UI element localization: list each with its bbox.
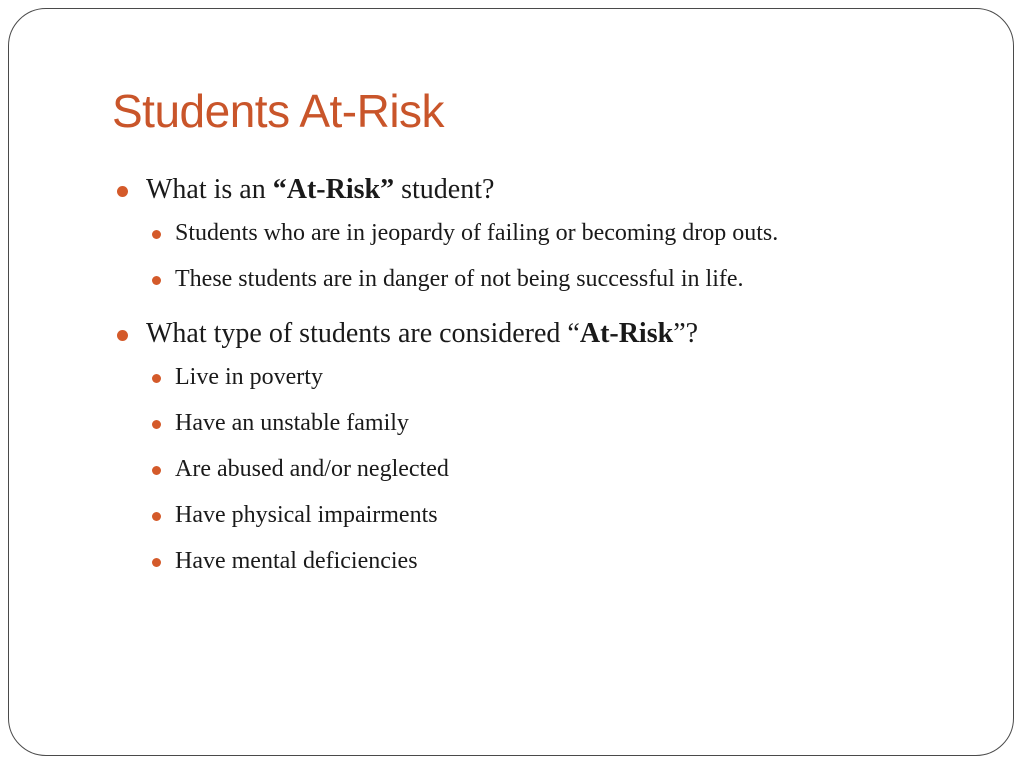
sub-bullet-item — [112, 262, 992, 296]
sub-bullet-icon — [152, 374, 161, 383]
bullet-text-suffix: student? — [394, 174, 495, 205]
sub-bullet-item — [112, 216, 992, 250]
sub-bullet-icon — [152, 512, 161, 521]
slide-body — [112, 170, 992, 578]
sub-bullet-text: Have an unstable family — [175, 410, 409, 436]
sub-bullet-item — [112, 452, 992, 486]
sub-bullet-text: These students are in danger of not being successful in life. — [175, 266, 744, 292]
sub-bullet-item — [112, 544, 992, 578]
bullet-text-prefix: What type of students are considered “ — [146, 318, 580, 349]
bullet-icon — [117, 330, 128, 341]
sub-bullet-text: Are abused and/or neglected — [175, 456, 449, 482]
sub-bullet-text: Live in poverty — [175, 364, 323, 390]
sub-bullet-item — [112, 406, 992, 440]
sub-bullet-text: Have physical impairments — [175, 502, 438, 528]
sub-bullet-icon — [152, 558, 161, 567]
sub-bullet-item — [112, 498, 992, 532]
bullet-item-2 — [112, 314, 992, 354]
slide-title: Students At-Risk — [112, 85, 445, 137]
bullet-text-bold: “At-Risk” — [272, 174, 395, 205]
bullet-text-prefix: What is an — [146, 174, 273, 205]
bullet-text-bold: At-Risk — [579, 318, 674, 349]
sub-bullet-icon — [152, 420, 161, 429]
sub-bullet-text: Have mental deficiencies — [175, 548, 418, 574]
sub-bullet-icon — [152, 276, 161, 285]
bullet-text-suffix: ”? — [673, 318, 699, 349]
sub-bullet-icon — [152, 466, 161, 475]
sub-bullet-text: Students who are in jeopardy of failing or becoming drop outs. — [175, 220, 779, 246]
sub-bullet-item — [112, 360, 992, 394]
bullet-item-1 — [112, 170, 992, 210]
bullet-icon — [117, 186, 128, 197]
sub-bullet-icon — [152, 230, 161, 239]
